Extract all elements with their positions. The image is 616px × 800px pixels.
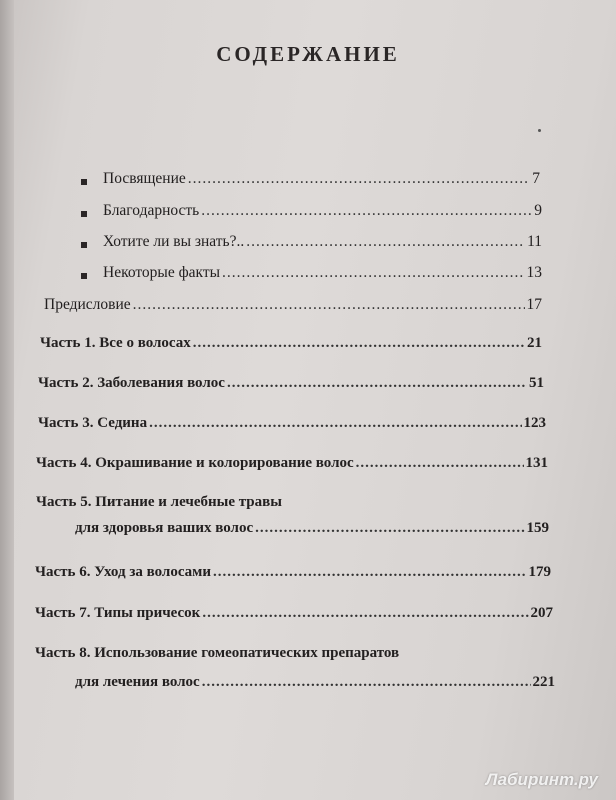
dot-leader [193, 335, 525, 352]
toc-entry-label: для здоровья ваших волос [75, 520, 254, 536]
toc-entry-page: 159 [526, 520, 549, 536]
dot-leader [202, 605, 528, 622]
dot-leader [188, 170, 531, 188]
toc-entry-acknowledgements [103, 202, 542, 220]
dot-leader [201, 202, 532, 220]
toc-entry-page: 123 [523, 415, 546, 431]
toc-entry-page: 131 [525, 455, 548, 471]
bullet-icon [81, 179, 87, 185]
toc-entry-preface [44, 296, 542, 314]
toc-entry-label: для лечения волос [75, 674, 200, 690]
toc-entry-label: Часть 4. Окрашивание и колорирование волос [36, 455, 354, 471]
bullet-icon [81, 273, 87, 279]
toc-entry-label: Часть 7. Типы причесок [35, 605, 201, 621]
toc-entry-facts [103, 264, 542, 282]
dot-leader [227, 375, 527, 392]
toc-entry-page: 179 [528, 564, 551, 580]
toc-entry-label: Посвящение [103, 170, 186, 187]
bullet-icon [81, 211, 87, 217]
toc-entry-page: 13 [526, 264, 542, 281]
toc-entry-label: Благодарность [103, 202, 200, 219]
dot-leader [213, 564, 526, 581]
site-watermark: Лабиринт.ру [485, 770, 598, 789]
dot-leader [149, 415, 521, 432]
toc-entry-label: Часть 6. Уход за волосами [35, 564, 212, 580]
toc-entry-part-5 [75, 520, 549, 537]
dot-leader [202, 674, 531, 691]
toc-entry-part-5-line1: Часть 5. Питание и лечебные травы [36, 494, 282, 510]
toc-entry-label: Часть 3. Седина [38, 415, 148, 431]
dot-leader [356, 455, 524, 472]
toc-entry-page: 207 [530, 605, 553, 621]
print-speck [538, 129, 541, 132]
toc-entry-page: 11 [527, 233, 542, 250]
toc-entry-page: 221 [532, 674, 555, 690]
toc-entry-label: Хотите ли вы знать?.. [103, 233, 245, 250]
toc-entry-part-2 [38, 375, 544, 392]
page-title: СОДЕРЖАНИЕ [216, 42, 400, 66]
dot-leader [222, 264, 524, 282]
toc-entry-part-4 [36, 455, 548, 472]
toc-entry-page: 21 [527, 335, 542, 351]
toc-entry-part-6 [35, 564, 551, 581]
toc-entry-label: Некоторые факты [103, 264, 221, 281]
toc-entry-page: 17 [526, 296, 542, 313]
bullet-icon [81, 242, 87, 248]
toc-entry-page: 51 [529, 375, 544, 391]
toc-entry-page: 9 [534, 202, 542, 219]
dot-leader [246, 233, 525, 251]
dot-leader [133, 296, 525, 314]
toc-entry-part-7 [35, 605, 553, 622]
toc-entry-want-to-know [103, 233, 542, 251]
dot-leader [255, 520, 524, 537]
toc-entry-part-3 [38, 415, 546, 432]
toc-entry-part-8-line1: Часть 8. Использование гомеопатических препаратов [35, 645, 400, 661]
toc-entry-dedication [103, 170, 540, 188]
toc-entry-page: 7 [532, 170, 540, 187]
toc-entry-label: Часть 2. Заболевания волос [38, 375, 225, 391]
toc-entry-part-8 [75, 674, 555, 691]
page-edge [0, 0, 14, 800]
toc-entry-label: Предисловие [44, 296, 131, 313]
toc-entry-part-1 [40, 335, 542, 352]
toc-entry-label: Часть 1. Все о волосах [40, 335, 191, 351]
